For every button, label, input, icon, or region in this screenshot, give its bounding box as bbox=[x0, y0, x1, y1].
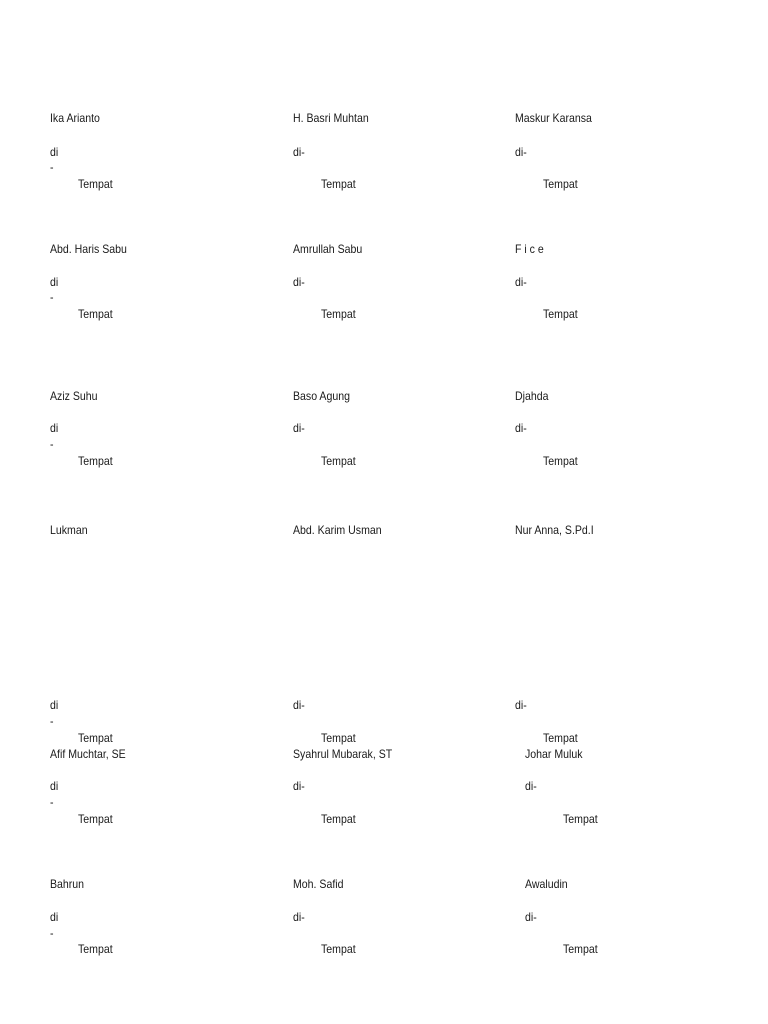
location-dash: - bbox=[50, 926, 54, 940]
location-tempat: Tempat bbox=[78, 942, 113, 956]
location-tempat: Tempat bbox=[321, 731, 356, 745]
location-dash: - bbox=[50, 714, 54, 728]
location-tempat: Tempat bbox=[78, 731, 113, 745]
location-tempat: Tempat bbox=[543, 307, 578, 321]
location-prefix: di bbox=[50, 779, 59, 793]
recipient-name: Baso Agung bbox=[293, 389, 350, 403]
location-tempat: Tempat bbox=[563, 942, 598, 956]
recipient-name: Nur Anna, S.Pd.I bbox=[515, 523, 594, 537]
location-tempat: Tempat bbox=[543, 177, 578, 191]
location-prefix: di- bbox=[515, 698, 527, 712]
location-prefix: di bbox=[50, 421, 59, 435]
location-tempat: Tempat bbox=[321, 812, 356, 826]
recipient-name: Abd. Haris Sabu bbox=[50, 242, 127, 256]
location-prefix: di- bbox=[293, 779, 305, 793]
location-prefix: di- bbox=[525, 779, 537, 793]
location-prefix: di- bbox=[515, 275, 527, 289]
location-prefix: di- bbox=[293, 698, 305, 712]
recipient-name: Aziz Suhu bbox=[50, 389, 98, 403]
location-prefix: di- bbox=[293, 421, 305, 435]
recipient-name: Bahrun bbox=[50, 877, 85, 891]
location-tempat: Tempat bbox=[321, 454, 356, 468]
location-tempat: Tempat bbox=[543, 731, 578, 745]
location-tempat: Tempat bbox=[321, 177, 356, 191]
recipient-name: F i c e bbox=[515, 242, 544, 256]
location-prefix: di bbox=[50, 910, 59, 924]
location-prefix: di- bbox=[293, 910, 305, 924]
location-tempat: Tempat bbox=[543, 454, 578, 468]
recipient-name: Lukman bbox=[50, 523, 88, 537]
recipient-name: Abd. Karim Usman bbox=[293, 523, 382, 537]
recipient-name: Ika Arianto bbox=[50, 111, 100, 125]
location-tempat: Tempat bbox=[78, 177, 113, 191]
recipient-name: Afif Muchtar, SE bbox=[50, 747, 126, 761]
location-dash: - bbox=[50, 160, 54, 174]
location-dash: - bbox=[50, 290, 54, 304]
recipient-name: Djahda bbox=[515, 389, 549, 403]
location-prefix: di- bbox=[515, 421, 527, 435]
location-tempat: Tempat bbox=[78, 454, 113, 468]
location-tempat: Tempat bbox=[321, 942, 356, 956]
location-dash: - bbox=[50, 795, 54, 809]
location-prefix: di- bbox=[293, 145, 305, 159]
recipient-name: Maskur Karansa bbox=[515, 111, 592, 125]
location-tempat: Tempat bbox=[563, 812, 598, 826]
location-dash: - bbox=[50, 437, 54, 451]
location-prefix: di bbox=[50, 698, 59, 712]
location-tempat: Tempat bbox=[78, 812, 113, 826]
location-prefix: di- bbox=[515, 145, 527, 159]
location-tempat: Tempat bbox=[78, 307, 113, 321]
recipient-name: Syahrul Mubarak, ST bbox=[293, 747, 393, 761]
recipient-name: Johar Muluk bbox=[525, 747, 583, 761]
recipient-name: Amrullah Sabu bbox=[293, 242, 363, 256]
recipient-name: Awaludin bbox=[525, 877, 568, 891]
location-prefix: di bbox=[50, 145, 59, 159]
location-prefix: di bbox=[50, 275, 59, 289]
recipient-name: Moh. Safid bbox=[293, 877, 344, 891]
location-tempat: Tempat bbox=[321, 307, 356, 321]
location-prefix: di- bbox=[293, 275, 305, 289]
recipient-name: H. Basri Muhtan bbox=[293, 111, 369, 125]
location-prefix: di- bbox=[525, 910, 537, 924]
